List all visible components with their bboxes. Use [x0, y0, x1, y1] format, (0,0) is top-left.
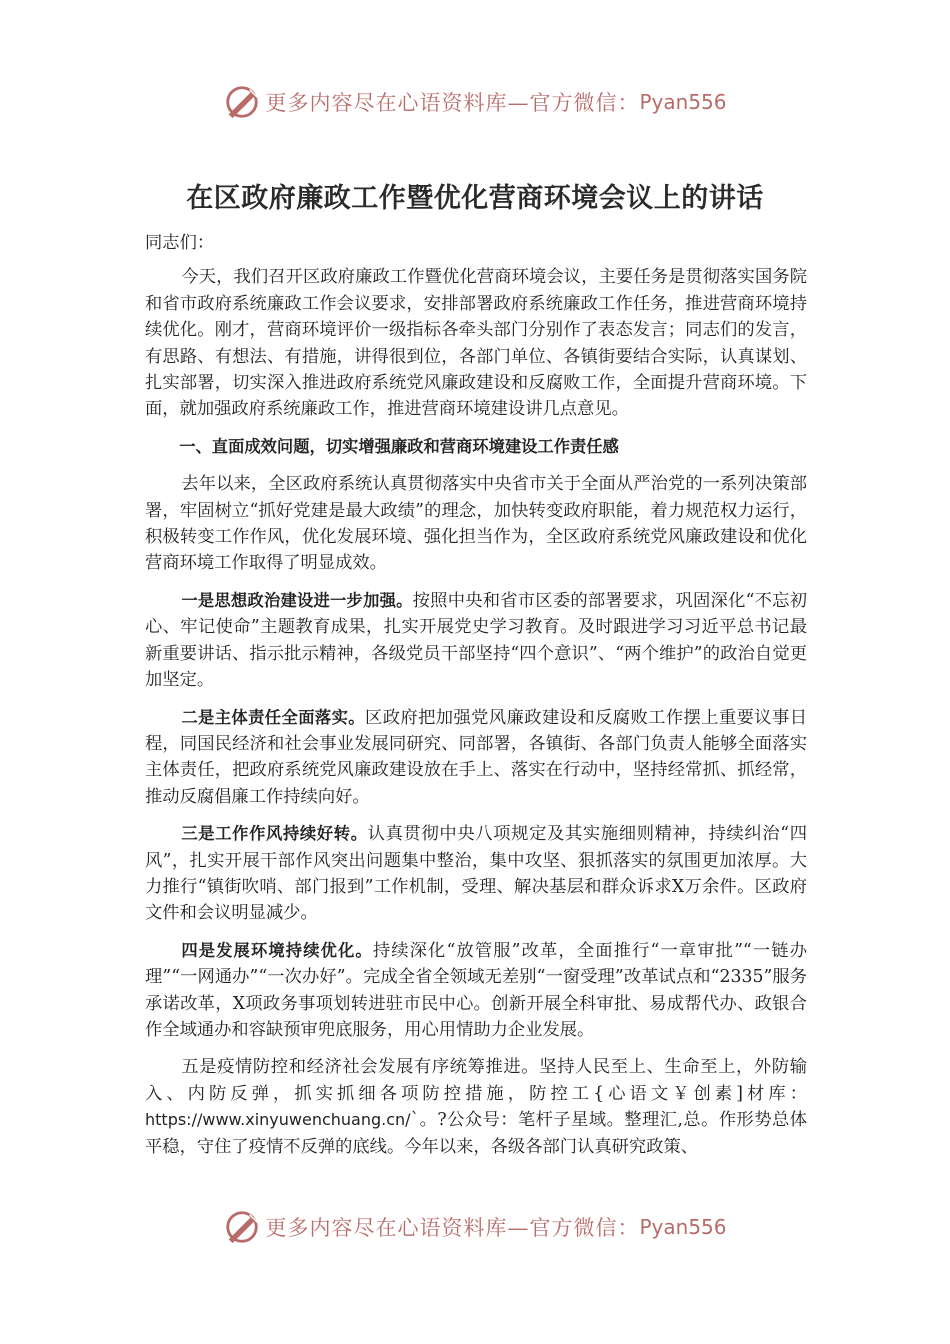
salutation: 同志们：	[145, 233, 215, 253]
point-paragraph-5	[145, 1054, 807, 1160]
point-lead: 四是发展环境持续优化。	[181, 940, 373, 960]
point-paragraph-1	[145, 588, 807, 694]
pen-logo-icon	[223, 83, 261, 121]
section-paragraph: 去年以来，全区政府系统认真贯彻落实中央省市关于全面从严治党的一系列决策部署，牢固树立“抓好党建是最大政绩”的理念，加快转变政府职能，着力规范权力运行，积极转变工作作风，优化发展环境、强化担当作为，全区政府系统党风廉政建设和优化营商环境工作取得了明显成效。	[145, 474, 807, 574]
intro-paragraph: 今天，我们召开区政府廉政工作暨优化营商环境会议，主要任务是贯彻落实国务院和省市政府系统廉政工作会议要求，安排部署政府系统廉政工作任务，推进营商环境持续优化。刚才，营商环境评价一级指标各牵头部门分别作了表态发言；同志们的发言，有思路、有想法、有措施，讲得很到位，各部门单位、各镇街要结合实际，认真谋划、扎实部署，切实深入推进政府系统党风廉政建设和反腐败工作，全面提升营商环境。下面，就加强政府系统廉政工作，推进营商环境建设讲几点意见。	[145, 267, 807, 420]
watermark-wechat-id: Pyan556	[639, 90, 727, 114]
document-title: 在区政府廉政工作暨优化营商环境会议上的讲话	[186, 183, 764, 214]
watermark-banner-top	[0, 82, 950, 122]
point-text: 持续深化“放管服”改革，全面推行“一章审批”“一链办理”“一网通办”“一次办好”。完成全省全领域无差别“一窗受理”改革试点和“2335”服务承诺改革，X项政务事项划转进驻市民中心。创新开展全科审批、易成帮代办、政银合作全域通办和容缺预审兜底服务，用心用情助力企业发展。	[145, 940, 807, 1040]
point-text: 认真贯彻中央八项规定及其实施细则精神，持续纠治“四风”，扎实开展干部作风突出问题集中整治，集中攻坚、狠抓落实的氛围更加浓厚。大力推行“镇街吹哨、部门报到”工作机制，受理、解决基层和群众诉求X万余件。区政府文件和会议明显减少。	[145, 824, 807, 924]
watermark-banner-bottom	[0, 1207, 950, 1247]
point5-text-b: `。?公众号：笔杆子星域。整理汇,总。作形势总体平稳，守住了疫情不反弹的底线。今年以来，各级各部门认真研究政策、	[145, 1110, 807, 1157]
point-paragraph-4	[145, 938, 807, 1044]
pen-logo-icon	[223, 1208, 261, 1246]
point-lead: 三是工作作风持续好转。	[181, 824, 368, 844]
point5-text-a: 五是疫情防控和经济社会发展有序统筹推进。坚持人民至上、生命至上，外防输入、内防反弹，抓实抓细各项防控措施，防控工{心语文￥创素]材库：	[145, 1057, 807, 1104]
watermark-text: 更多内容尽在心语资料库—官方微信：	[265, 1216, 640, 1240]
point-text: 区政府把加强党风廉政建设和反腐败工作摆上重要议事日程，同国民经济和社会事业发展同研究、同部署，各镇街、各部门负责人能够全面落实主体责任，把政府系统党风廉政建设放在手上、落实在行动中，坚持经常抓、抓经常，推动反腐倡廉工作持续向好。	[145, 707, 807, 807]
point-lead: 一是思想政治建设进一步加强。	[181, 590, 413, 610]
watermark-wechat-id: Pyan556	[639, 1215, 727, 1239]
section-heading: 一、直面成效问题，切实增强廉政和营商环境建设工作责任感	[179, 436, 619, 456]
watermark-text: 更多内容尽在心语资料库—官方微信：	[265, 91, 640, 115]
point-text: 按照中央和省市区委的部署要求，巩固深化“不忘初心、牢记使命”主题教育成果，扎实开展党史学习教育。及时跟进学习习近平总书记最新重要讲话、指示批示精神，各级党员干部坚持“四个意识”、“两个维护”的政治自觉更加坚定。	[145, 590, 807, 691]
source-url: https://www.xinyuwenchuang.cn/	[145, 1110, 411, 1130]
document-body	[145, 230, 807, 1171]
point-paragraph-2	[145, 705, 807, 811]
point-lead: 二是主体责任全面落实。	[181, 707, 365, 727]
point-paragraph-3	[145, 821, 807, 927]
